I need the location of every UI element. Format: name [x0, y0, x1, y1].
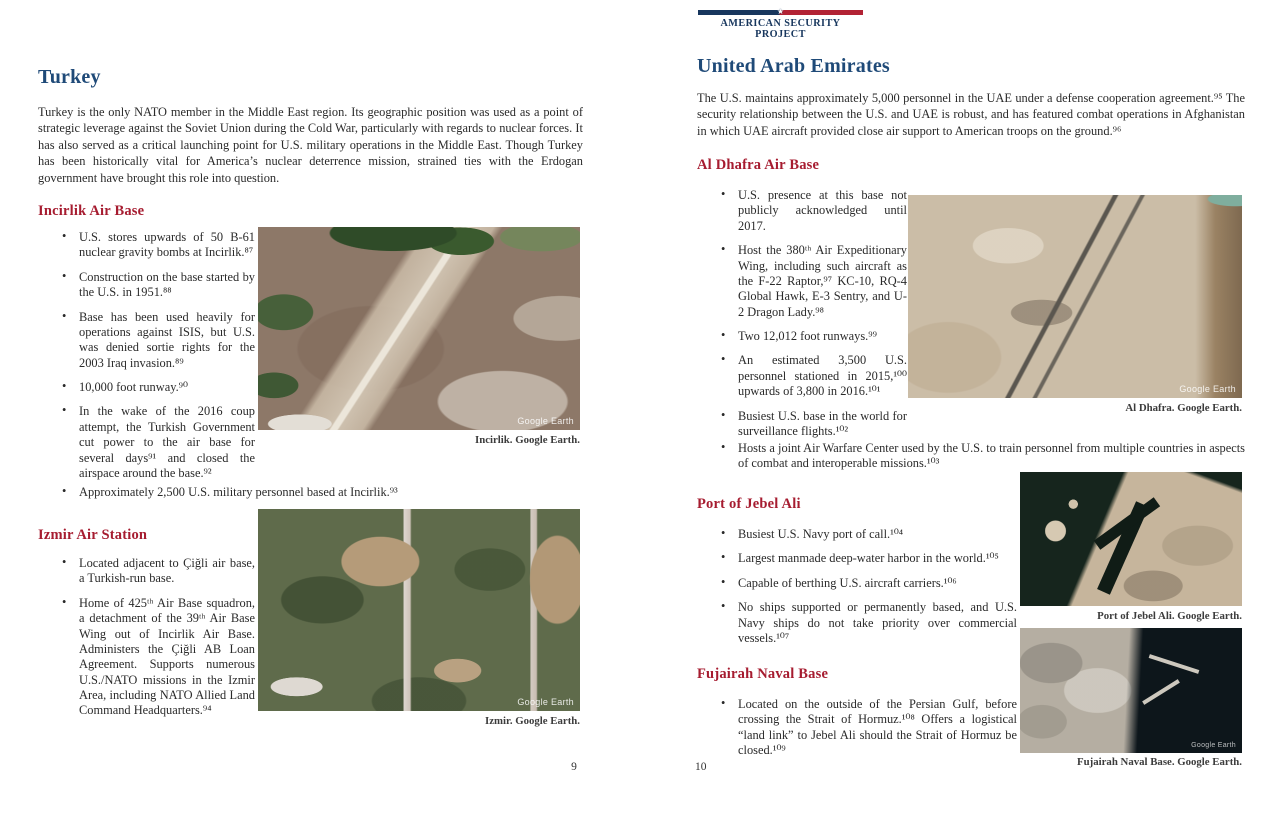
bullet-item: • In the wake of the 2016 coup attempt, the Turkish Government cut power to the air base for several days⁹¹ and closed the airspace around the base.⁹² [58, 404, 255, 481]
page-title-uae: United Arab Emirates [697, 55, 890, 77]
flag-bar [698, 7, 863, 16]
turkey-intro-paragraph: Turkey is the only NATO member in the Middle East region. Its geographic position was used as a point of strategic leverage against the Soviet Union during the Cold War, particularly with regards to nuclear forces. It has also served as a critical launching point for U.S. military operations in the Middle East. Though Turkey has been historically vital for America’s nuclear deterrence mission, strained ties with the Erdogan government have brought this role into question. [38, 105, 583, 185]
bullet-item: • Home of 425ᵗʰ Air Base squadron, a detachment of the 39ᵗʰ Air Base Wing out of Incirlik Air Base. Administers the Çiğli AB Loan Agreement. Supports numerous U.S./NATO missions in the Izmir Area, including NATO Allied Land Command Headquarters.⁹⁴ [58, 596, 255, 719]
bullet-item: • Located adjacent to Çiğli air base, a Turkish-run base. [58, 556, 255, 587]
bullet-item: • Host the 380ᵗʰ Air Expeditionary Wing, including such aircraft as the F-22 Raptor,⁹⁷ KC-10, RQ-4 Global Hawk, E-3 Sentry, and U-2 Dragon Lady.⁹⁸ [717, 243, 907, 320]
bullet-item: • U.S. stores upwards of 50 B-61 nuclear gravity bombs at Incirlik.⁸⁷ [58, 230, 255, 261]
google-earth-watermark: Google Earth [1179, 384, 1236, 394]
izmir-satellite-image [258, 509, 580, 711]
bullet-item: • U.S. presence at this base not publicly acknowledged until 2017. [717, 188, 907, 234]
page-number-9: 9 [571, 761, 577, 773]
uae-intro-paragraph: The U.S. maintains approximately 5,000 personnel in the UAE under a defense cooperation agreement.⁹⁵ The security relationship between the U.S. and UAE is robust, and has featured combat operations in Afghanistan in which UAE aircraft provided close air support to American troops on the ground.⁹⁶ [697, 91, 1245, 138]
bullet-item: • Two 12,012 foot runways.⁹⁹ [717, 329, 907, 344]
bullet-item: • An estimated 3,500 U.S. personnel stationed in 2015,¹⁰⁰ upwards of 3,800 in 2016.¹⁰¹ [717, 353, 907, 399]
jebel-ali-satellite-image [1020, 472, 1242, 606]
section-heading-incirlik: Incirlik Air Base [38, 203, 145, 219]
section-heading-fujairah: Fujairah Naval Base [697, 666, 829, 682]
breakwater [1149, 654, 1200, 674]
incirlik-satellite-image [258, 227, 580, 430]
section-heading-jebel-ali: Port of Jebel Ali [697, 496, 801, 512]
bullet-item: • Busiest U.S. base in the world for surveillance flights.¹⁰² [717, 409, 907, 440]
page-title-turkey: Turkey [38, 66, 101, 88]
page-right [640, 0, 1280, 814]
breakwater [1142, 679, 1180, 705]
izmir-bullet-list [58, 556, 255, 728]
org-name: AMERICAN SECURITY PROJECT [720, 18, 841, 40]
bullet-item: • Construction on the base started by the U.S. in 1951.⁸⁸ [58, 270, 255, 301]
google-earth-watermark: Google Earth [1191, 742, 1236, 749]
google-earth-watermark: Google Earth [517, 416, 574, 426]
incirlik-caption: Incirlik. Google Earth. [475, 434, 580, 446]
google-earth-watermark: Google Earth [517, 697, 574, 707]
bullet-item: • Base has been used heavily for operations against ISIS, but U.S. was denied sortie rights for the 2003 Iraq invasion.⁸⁹ [58, 310, 255, 372]
jebel-ali-caption: Port of Jebel Ali. Google Earth. [1097, 610, 1242, 622]
bullet-item-wide: • Approximately 2,500 U.S. military personnel based at Incirlik.⁹³ [58, 485, 582, 500]
bullet-item: • Busiest U.S. Navy port of call.¹⁰⁴ [717, 527, 1017, 542]
izmir-caption: Izmir. Google Earth. [485, 715, 580, 727]
jebel-ali-bullet-list [717, 527, 1017, 655]
al-dhafra-bullet-list [717, 188, 907, 448]
bullet-item: • 10,000 foot runway.⁹⁰ [58, 380, 255, 395]
fujairah-bullet-list [717, 697, 1017, 768]
al-dhafra-satellite-image [908, 195, 1242, 398]
incirlik-bullet-list [58, 230, 255, 490]
fujairah-satellite-image [1020, 628, 1242, 753]
bullet-item-wide: • Hosts a joint Air Warfare Center used by the U.S. to train personnel from multiple countries in aspects of combat and interoperable missions.¹⁰³ [717, 441, 1245, 472]
star-icon: ★ [776, 7, 785, 16]
section-heading-al-dhafra: Al Dhafra Air Base [697, 157, 820, 173]
al-dhafra-caption: Al Dhafra. Google Earth. [1125, 402, 1242, 414]
page-number-10: 10 [695, 761, 707, 773]
bullet-item: • Capable of berthing U.S. aircraft carriers.¹⁰⁶ [717, 576, 1017, 591]
bullet-item: • Largest manmade deep-water harbor in the world.¹⁰⁵ [717, 551, 1017, 566]
bullet-item: • Located on the outside of the Persian Gulf, before crossing the Strait of Hormuz.¹⁰⁸ Offers a logistical “land link” to Jebel Ali should the Strait of Hormuz be closed.¹⁰⁹ [717, 697, 1017, 759]
section-heading-izmir: Izmir Air Station [38, 527, 148, 543]
fujairah-caption: Fujairah Naval Base. Google Earth. [1077, 756, 1242, 768]
asp-logo [698, 7, 863, 40]
bullet-item: • No ships supported or permanently based, and U.S. Navy ships do not take priority over commercial vessels.¹⁰⁷ [717, 600, 1017, 646]
